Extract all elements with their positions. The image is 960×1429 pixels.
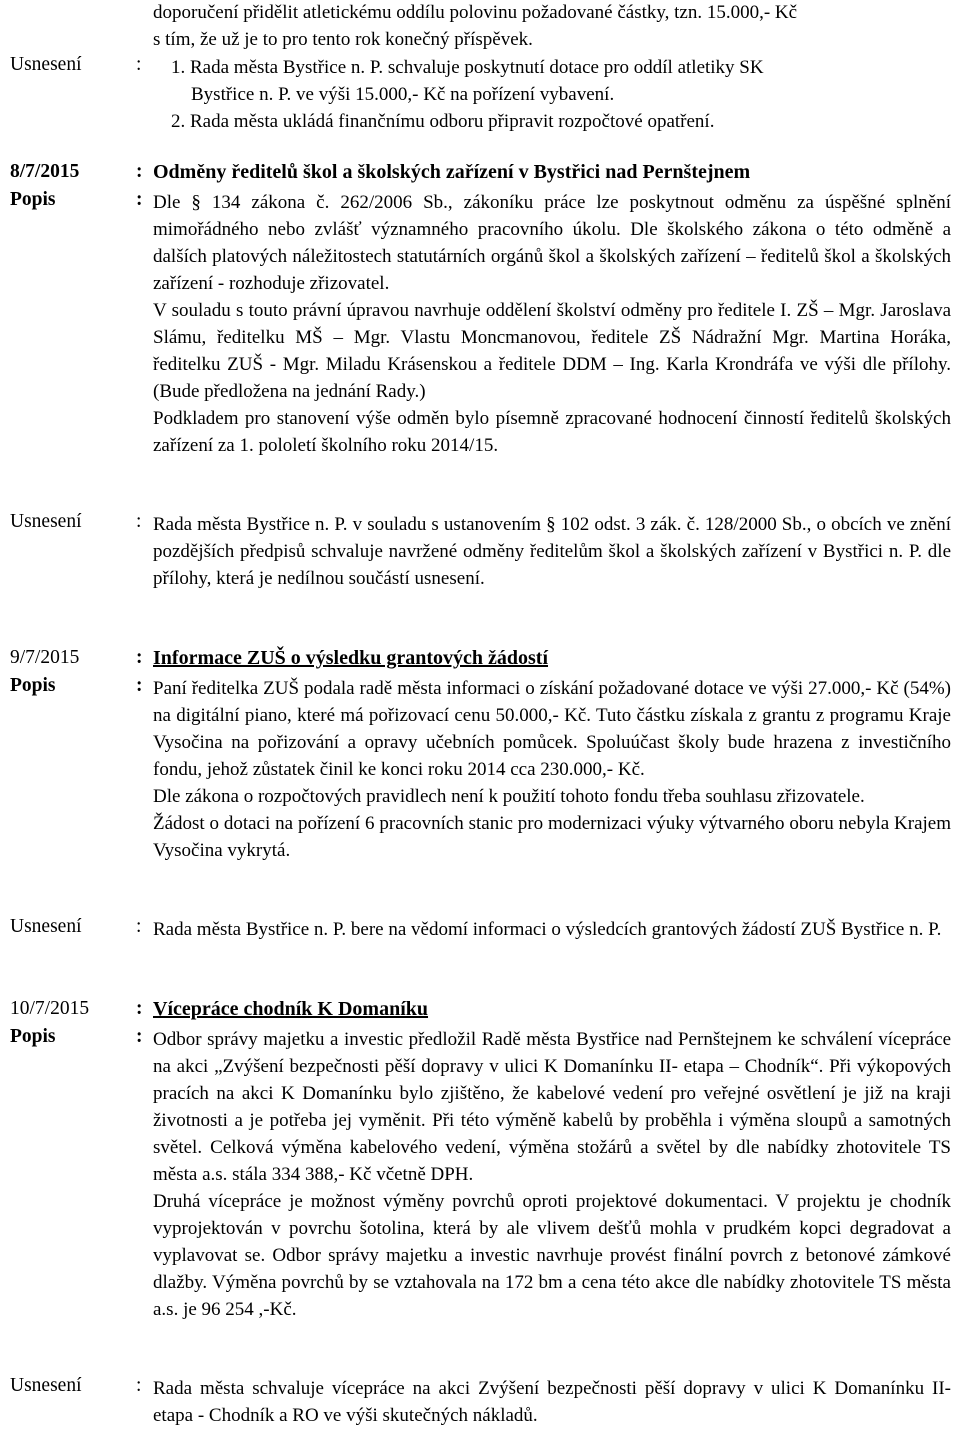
usneseni-text [153, 1375, 951, 1429]
section-colon: : [136, 647, 143, 668]
intro-line-2: s tím, že už je to pro tento rok konečný příspěvek. [153, 29, 533, 50]
popis-colon: : [136, 189, 143, 210]
popis-colon: : [136, 1026, 143, 1047]
intro-item-2: 2. Rada města ukládá finančnímu odboru připravit rozpočtové opatření. [171, 111, 715, 132]
usneseni-label: Usnesení [10, 1375, 82, 1396]
intro-usneseni-label: Usnesení [10, 54, 82, 75]
usneseni-paragraph: Rada města schvaluje vícepráce na akci Zvýšení bezpečnosti pěší dopravy v ulici K Domanínku II- etapa - Chodník a RO ve výši skutečných nákladů. [153, 1378, 951, 1426]
popis-paragraph: Odbor správy majetku a investic předložil Radě města Bystřice nad Pernštejnem ke schválení vícepráce na akci „Zvýšení bezpečnosti pěší dopravy v ulici K Domanínku II- etapa – Chodník“. Při výkopových pracích na akci K Domanínku bylo zjištěno, že kabelové vedení pro veřejné osvětlení je již na kraji životnosti a je potřeba jej vyměnit. Při této výměně kabelů by proběhla i výměna sloupů a samotných světel. Celková výměna kabelového vedení, výměna stožárů a světel by dle nabídky zhotovitele TS města a.s. stála 334 388,- Kč včetně DPH. [153, 1029, 951, 1185]
section-colon: : [136, 161, 143, 182]
usneseni-text [153, 916, 951, 943]
popis-paragraph: Paní ředitelka ZUŠ podala radě města informaci o získání požadované dotace ve výši 27.000,- Kč (54%) na digitální piano, které má pořizovací cenu 50.000,- Kč. Tuto částku získala z grantu z programu Kraje Vysočina na pořizování a opravy učebních pomůcek. Spoluúčast školy bude hrazena z investičního fondu, jehož zůstatek činil ke konci roku 2014 cca 230.000,- Kč. [153, 678, 951, 780]
section-title: Odměny ředitelů škol a školských zařízení v Bystřici nad Pernštejnem [153, 161, 751, 183]
popis-text [153, 1026, 951, 1323]
popis-paragraph: V souladu s touto právní úpravou navrhuje oddělení školství odměny pro ředitele I. ZŠ – Mgr. Jaroslava Slámu, ředitelku MŠ – Mgr. Vlastu Moncmanovou, ředitele ZŠ Nádražní Mgr. Martina Horáka, ředitelku ZUŠ - Mgr. Miladu Krásenskou a ředitele DDM – Ing. Karla Krondráfa ve výši dle přílohy. (Bude předložena na jednání Rady.) [153, 300, 951, 402]
popis-paragraph: Druhá vícepráce je možnost výměny povrchů oproti projektové dokumentaci. V projektu je chodník vyprojektován v povrchu šotolina, která by ale vlivem dešťů mohla v prudkém kopci degradovat a vyplavovat se. Odbor správy majetku a investic navrhuje provést finální povrch z betonové zámkové dlažby. Výměna povrchů by se vztahovala na 172 bm a cena této akce dle nabídky zhotovitele TS města a.s. je 96 254 ,-Kč. [153, 1191, 951, 1320]
popis-text [153, 189, 951, 459]
section-number: 8/7/2015 [10, 161, 80, 182]
popis-text [153, 675, 951, 864]
section-colon: : [136, 998, 143, 1019]
intro-text [153, 0, 951, 53]
section-number: 9/7/2015 [10, 647, 80, 668]
popis-label: Popis [10, 1026, 56, 1047]
usneseni-colon: : [136, 511, 142, 532]
section-title: Vícepráce chodník K Domaníku [153, 998, 429, 1020]
popis-label: Popis [10, 189, 56, 210]
usneseni-paragraph: Rada města Bystřice n. P. v souladu s ustanovením § 102 odst. 3 zák. č. 128/2000 Sb., o obcích ve znění pozdějších předpisů schvaluje navržené odměny ředitelům škol a školských zařízení v Bystřici n. P. dle přílohy, která je nedílnou součástí usnesení. [153, 514, 951, 589]
intro-item-1b: Bystřice n. P. ve výši 15.000,- Kč na pořízení vybavení. [191, 84, 615, 105]
usneseni-paragraph: Rada města Bystřice n. P. bere na vědomí informaci o výsledcích grantových žádostí ZUŠ Bystřice n. P. [153, 919, 942, 940]
usneseni-colon: : [136, 916, 142, 937]
intro-line-1: doporučení přidělit atletickému oddílu polovinu požadované částky, tzn. 15.000,- Kč [153, 2, 798, 23]
usneseni-label: Usnesení [10, 916, 82, 937]
popis-paragraph: Dle zákona o rozpočtových pravidlech není k použití tohoto fondu třeba souhlasu zřizovatele. [153, 786, 865, 807]
usneseni-colon: : [136, 1375, 142, 1396]
popis-label: Popis [10, 675, 56, 696]
intro-colon: : [136, 54, 142, 75]
popis-paragraph: Žádost o dotaci na pořízení 6 pracovních stanic pro modernizaci výuky výtvarného oboru nebyla Krajem Vysočina vykrytá. [153, 813, 951, 861]
usneseni-label: Usnesení [10, 511, 82, 532]
section-title: Informace ZUŠ o výsledku grantových žádostí [153, 647, 549, 669]
intro-item-1a: 1. Rada města Bystřice n. P. schvaluje poskytnutí dotace pro oddíl atletiky SK [171, 57, 764, 78]
popis-colon: : [136, 675, 143, 696]
usneseni-text [153, 511, 951, 592]
popis-paragraph: Podkladem pro stanovení výše odměn bylo písemně zpracované hodnocení činností ředitelů školských zařízení za 1. pololetí školního roku 2014/15. [153, 408, 951, 456]
intro-usneseni-text [153, 54, 951, 135]
popis-paragraph: Dle § 134 zákona č. 262/2006 Sb., zákoníku práce lze poskytnout odměnu za úspěšné splnění mimořádného nebo zvlášť významného pracovního úkolu. Dle školského zákona o této odměně a dalších platových náležitostech statutárních orgánů škol a školských zařízení – ředitelů škol a školských zařízení - rozhoduje zřizovatel. [153, 192, 951, 294]
section-number: 10/7/2015 [10, 998, 90, 1019]
